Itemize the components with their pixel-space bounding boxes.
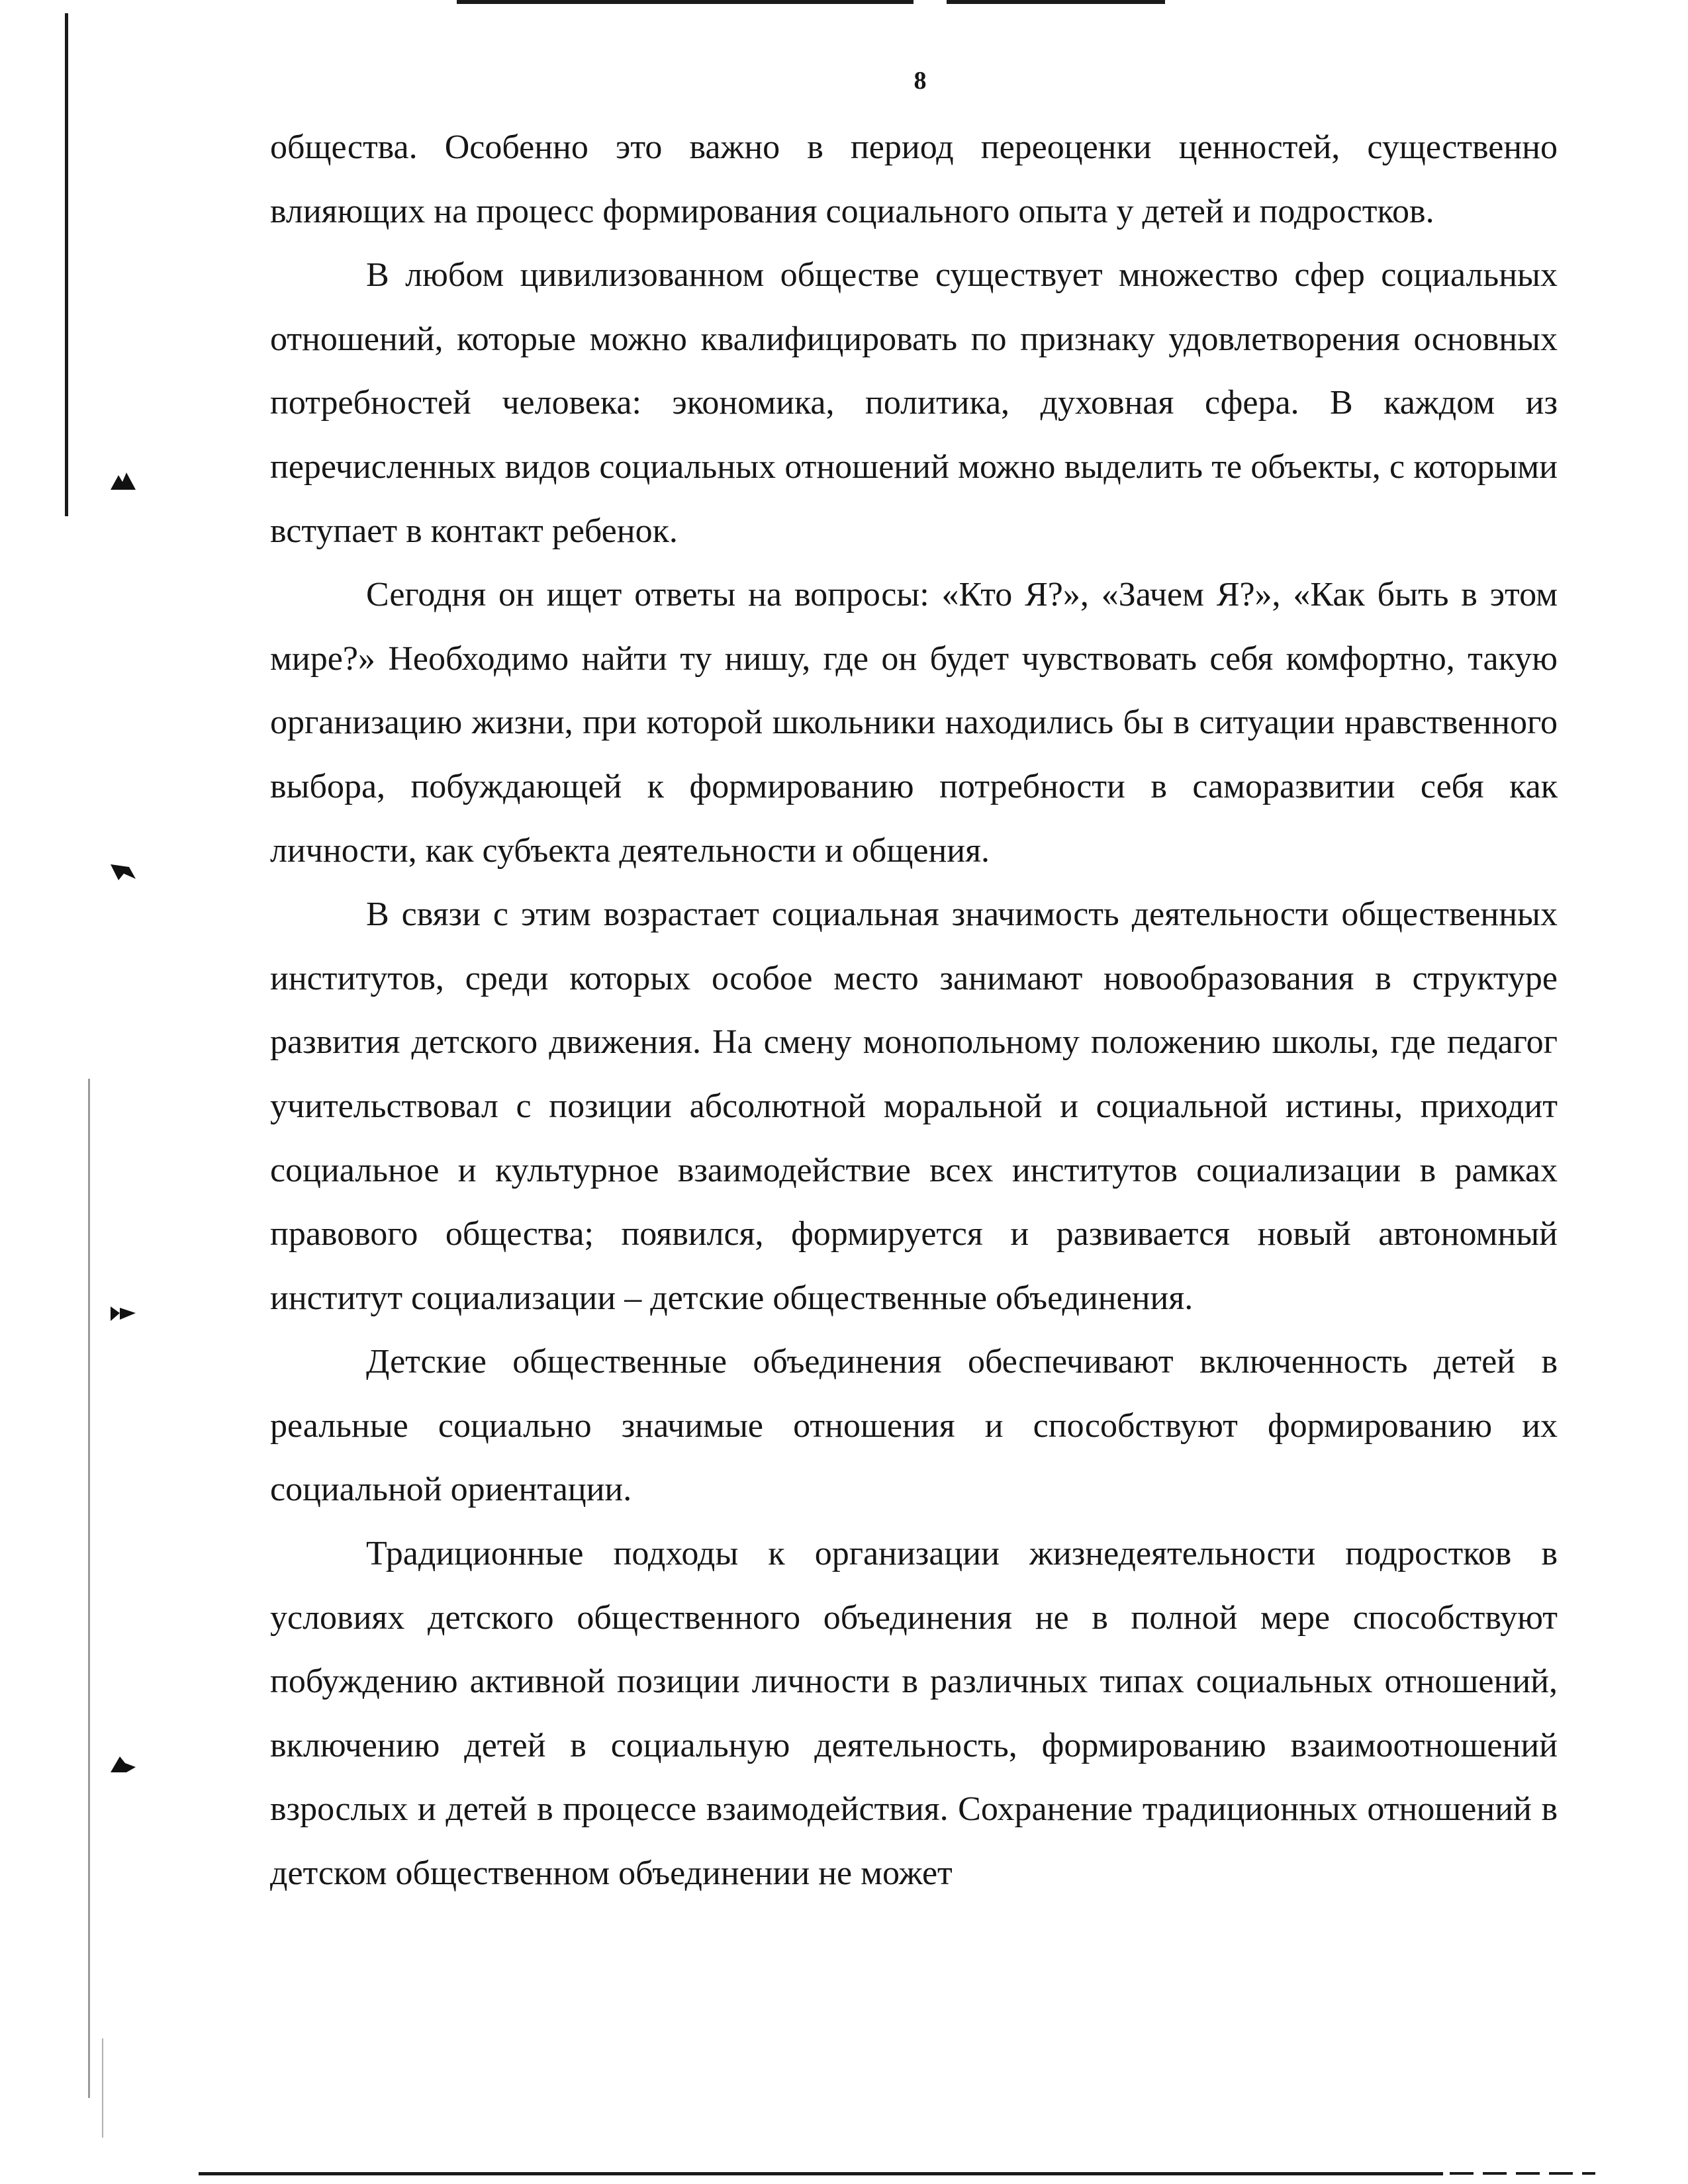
paragraph: В любом цивилизованном обществе существует множество сфер социальных отношений, которые можно квалифицировать по признаку удовлетворения основных потребностей человека: экономика, политика, духовная сфера. В каждом из перечисленных видов социальных отношений можно выделить те объекты, с которыми вступает в контакт ребенок.	[270, 256, 1558, 550]
scan-edge-top-right	[947, 0, 1165, 4]
binder-clip-icon	[109, 1304, 137, 1324]
paragraph-continuation: общества. Особенно это важно в период переоценки ценностей, существенно влияющих на процесс формирования социального опыта у детей и подростков.	[270, 128, 1558, 230]
paragraph: Детские общественные объединения обеспечивают включенность детей в реальные социально значимые отношения и способствуют формированию их социальной ориентации.	[270, 1343, 1558, 1509]
paragraph: В связи с этим возрастает социальная значимость деятельности общественных институтов, среди которых особое место занимают новообразования в структуре развития детского движения. На смену монопольному положению школы, где педагог учительствовал с позиции абсолютной моральной и социальной истины, приходит социальное и культурное взаимодействие всех институтов социализации в рамках правового общества; появился, формируется и развивается новый автономный институт социализации – детские общественные объединения.	[270, 895, 1558, 1317]
scan-edge-bottom-dashed	[1450, 2172, 1595, 2175]
page-number: 8	[914, 67, 927, 95]
binder-clip-icon	[109, 471, 137, 491]
scan-edge-left-faint	[88, 1079, 90, 2098]
scan-edge-left	[65, 13, 68, 516]
binder-clip-icon	[109, 1754, 137, 1774]
scan-edge-left-faint-lower	[102, 2038, 103, 2138]
paragraph: Традиционные подходы к организации жизнедеятельности подростков в условиях детского общественного объединения не в полной мере способствуют побуждению активной позиции личности в различных типах социальных отношений, включению детей в социальную деятельность, формированию взаимоотношений взрослых и детей в процессе взаимодействия. Сохранение традиционных отношений в детском общественном объединении не может	[270, 1535, 1558, 1893]
body-text	[270, 116, 1558, 1906]
scan-edge-bottom	[199, 2172, 1443, 2175]
scan-edge-top-left	[457, 0, 914, 4]
paragraph: Сегодня он ищет ответы на вопросы: «Кто Я?», «Зачем Я?», «Как быть в этом мире?» Необходимо найти ту нишу, где он будет чувствовать себя комфортно, такую организацию жизни, при которой школьники находились бы в ситуации нравственного выбора, побуждающей к формированию потребности в саморазвитии себя как личности, как субъекта деятельности и общения.	[270, 576, 1558, 870]
binder-clip-icon	[109, 862, 137, 882]
